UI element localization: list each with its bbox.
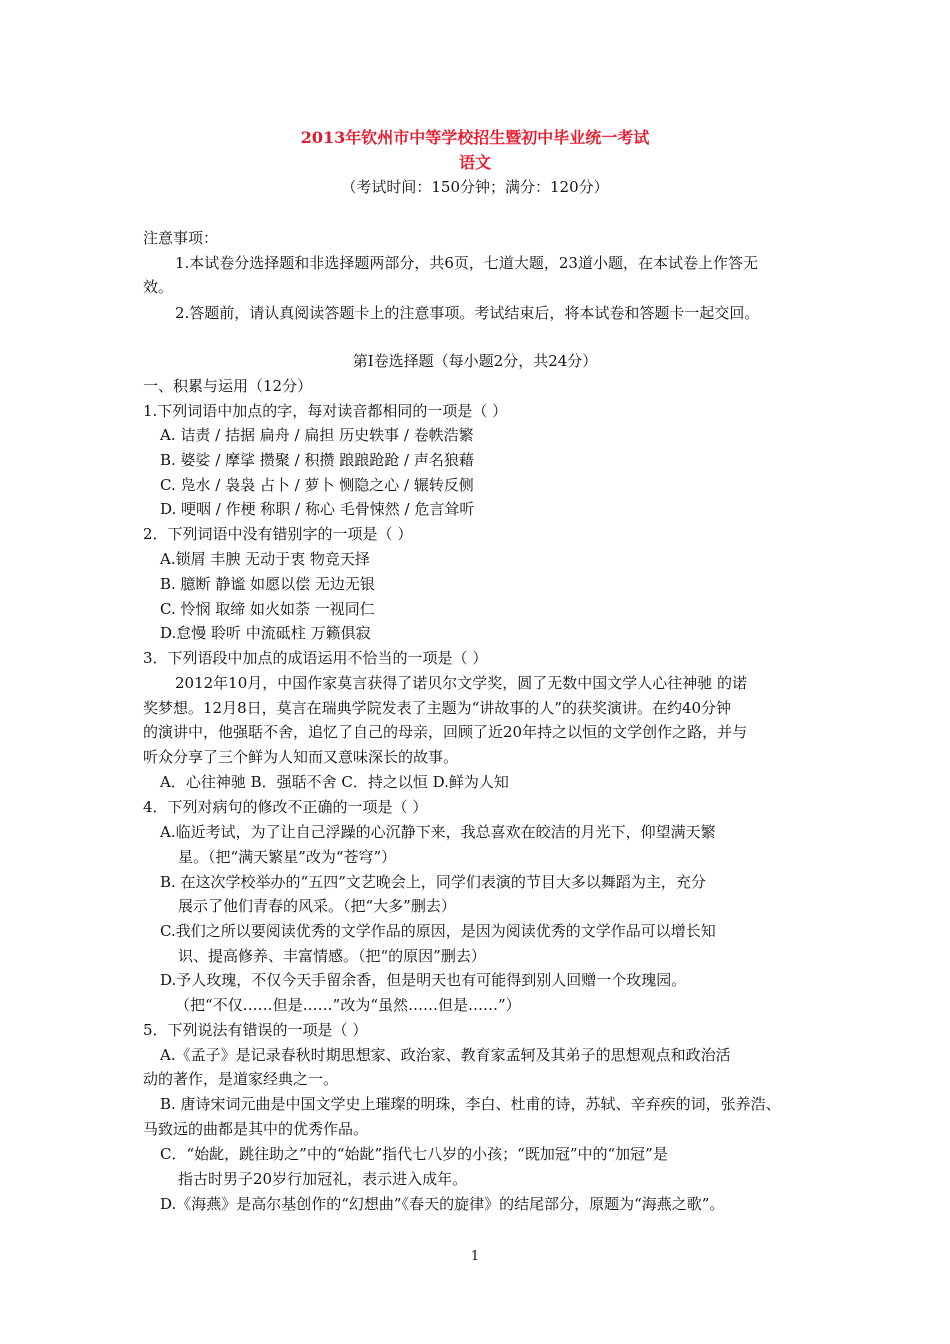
q4-stem: 4．下列对病句的修改不正确的一项是（ ）	[143, 798, 428, 816]
q2-option-b: B. 臆断 静谧 如愿以偿 无边无银	[160, 575, 375, 593]
q3-passage-line-2: 奖梦想。12月8日，莫言在瑞典学院发表了主题为“讲故事的人”的获奖演讲。在约40分钟	[143, 699, 732, 717]
q5-option-c-cont: 指古时男子20岁行加冠礼，表示进入成年。	[178, 1170, 468, 1188]
q5-option-b-cont: 马致远的曲都是其中的优秀作品。	[143, 1120, 369, 1138]
q4-option-d-cont: （把“不仅……但是……”改为“虽然……但是……”）	[175, 996, 521, 1014]
q5-option-a-cont: 动的著作，是道家经典之一。	[143, 1070, 339, 1088]
exam-title: 2013年钦州市中等学校招生暨初中毕业统一考试	[300, 128, 650, 147]
q3-passage-line-4: 听众分享了三个鲜为人知而又意味深长的故事。	[143, 748, 459, 766]
page-number: 1	[470, 1249, 480, 1264]
q3-passage-line-3: 的演讲中，他强聒不舍，追忆了自己的母亲，回顾了近20年持之以恒的文学创作之路，并与	[143, 723, 748, 741]
notes-item-1: 1.本试卷分选择题和非选择题两部分，共6页，七道大题，23道小题，在本试卷上作答无	[175, 254, 758, 272]
q5-option-d: D.《海燕》是高尔基创作的“幻想曲”《春天的旋律》的结尾部分，原题为“海燕之歌”。	[160, 1195, 725, 1213]
exam-info: （考试时间：150分钟；满分：120分）	[341, 178, 609, 196]
section-title: 第Ⅰ卷选择题（每小题2分，共24分）	[352, 352, 598, 370]
notes-item-1-cont: 效。	[143, 278, 174, 296]
q4-option-c-cont: 识、提高修养、丰富情感。（把“的原因”删去）	[178, 947, 486, 965]
q4-option-a: A.临近考试，为了让自己浮躁的心沉静下来，我总喜欢在皎洁的月光下，仰望满天繁	[160, 823, 716, 841]
notes-item-2: 2.答题前，请认真阅读答题卡上的注意事项。考试结束后，将本试卷和答题卡一起交回。	[175, 304, 760, 322]
q1-option-d: D. 哽咽 / 作梗 称职 / 称心 毛骨悚然 / 危言耸听	[160, 500, 475, 518]
q2-stem: 2．下列词语中没有错别字的一项是（ ）	[143, 525, 413, 543]
q3-options: A．心往神驰 B．强聒不舍 C．持之以恒 D.鲜为人知	[160, 773, 509, 791]
q4-option-a-cont: 星。（把“满天繁星”改为“苍穹”）	[178, 848, 397, 866]
q5-option-c: C．“始龀，跳往助之”中的“始龀”指代七八岁的小孩；“既加冠”中的“加冠”是	[160, 1145, 668, 1163]
part-heading: 一、积累与运用（12分）	[143, 377, 313, 395]
q2-option-c: C. 怜悯 取缔 如火如荼 一视同仁	[160, 600, 375, 618]
q4-option-d: D.予人玫瑰，不仅今天手留余香，但是明天也有可能得到别人回赠一个玫瑰园。	[160, 971, 687, 989]
q5-option-b: B. 唐诗宋词元曲是中国文学史上璀璨的明珠，李白、杜甫的诗，苏轼、辛弃疾的词，张养浩、	[160, 1095, 781, 1113]
q5-option-a: A.《孟子》是记录春秋时期思想家、政治家、教育家孟轲及其弟子的思想观点和政治活	[160, 1046, 731, 1064]
q4-option-b-cont: 展示了他们青春的风采。（把“大多”删去）	[178, 897, 456, 915]
exam-subject: 语文	[458, 153, 491, 172]
q1-option-b: B. 婆娑 / 摩挲 攒聚 / 积攒 踉踉跄跄 / 声名狼藉	[160, 451, 474, 469]
q1-option-c: C. 凫水 / 袅袅 占卜 / 萝卜 恻隐之心 / 辗转反侧	[160, 476, 474, 494]
notes-heading: 注意事项：	[143, 229, 219, 247]
q2-option-a: A.锁屑 丰腴 无动于衷 物竞天择	[160, 550, 370, 568]
q1-stem: 1.下列词语中加点的字，每对读音都相同的一项是（ ）	[143, 402, 508, 420]
q4-option-b: B. 在这次学校举办的“五四”文艺晚会上，同学们表演的节目大多以舞蹈为主，充分	[160, 873, 706, 891]
q2-option-d: D.怠慢 聆听 中流砥柱 万籁俱寂	[160, 624, 371, 642]
q4-option-c: C.我们之所以要阅读优秀的文学作品的原因，是因为阅读优秀的文学作品可以增长知	[160, 922, 716, 940]
q3-stem: 3．下列语段中加点的成语运用不恰当的一项是（ ）	[143, 649, 488, 667]
q5-stem: 5．下列说法有错误的一项是（ ）	[143, 1021, 368, 1039]
q1-option-a: A. 诘责 / 拮据 扁舟 / 扁担 历史轶事 / 卷帙浩繁	[160, 426, 474, 444]
q3-passage-line-1: 2012年10月，中国作家莫言获得了诺贝尔文学奖，圆了无数中国文学人心往神驰 的诺	[175, 674, 748, 692]
